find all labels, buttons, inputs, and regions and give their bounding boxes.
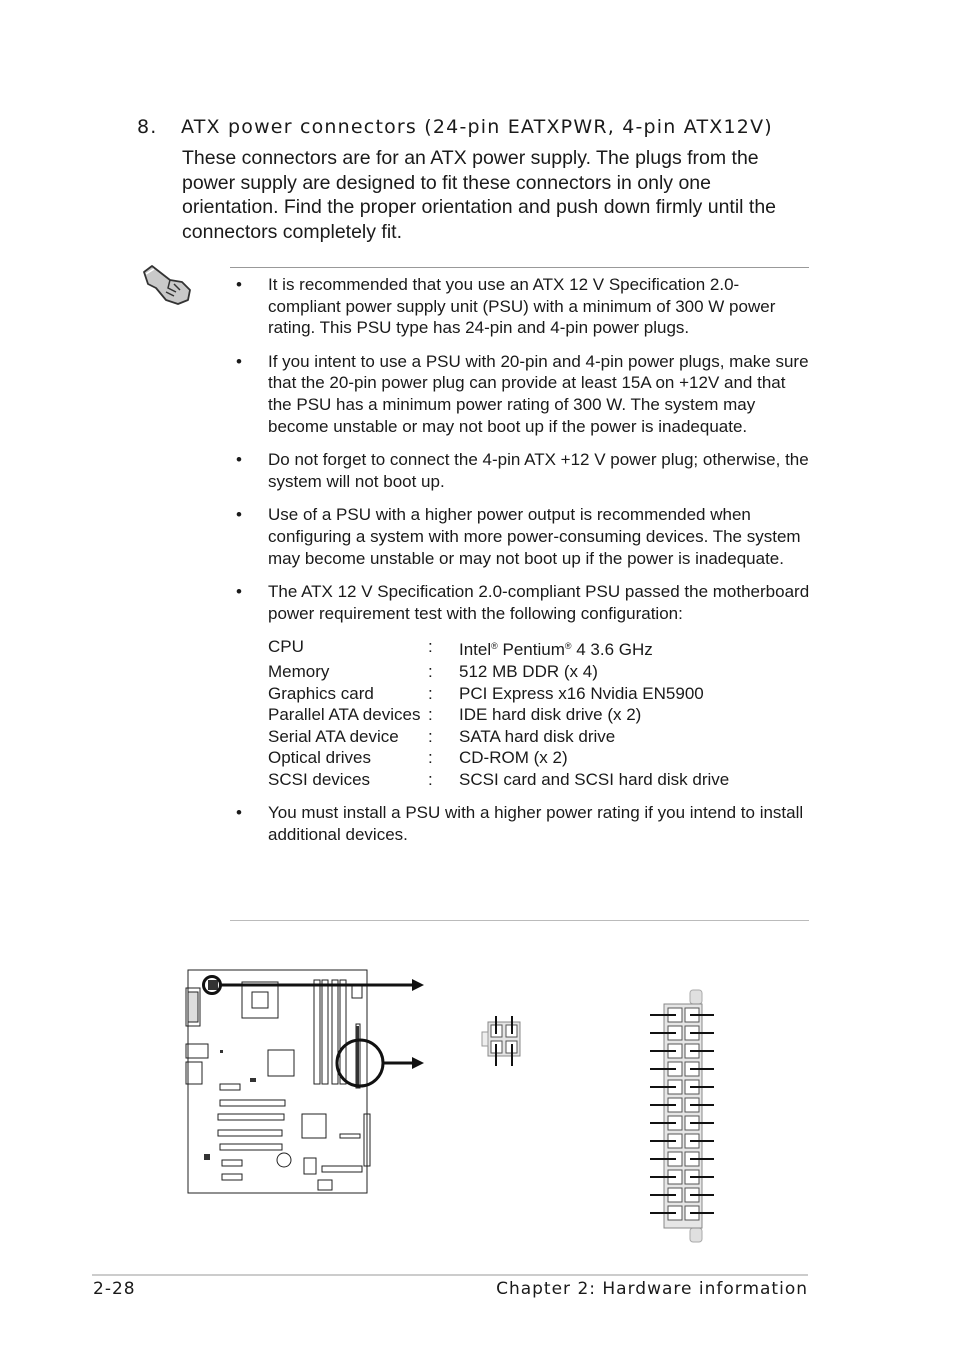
config-row: Graphics card : PCI Express x16 Nvidia EN5900 — [268, 683, 704, 703]
config-row: Parallel ATA devices : IDE hard disk drive (x 2) — [268, 705, 642, 725]
config-table — [268, 636, 811, 790]
config-row: Memory : 512 MB DDR (x 4) — [268, 661, 598, 681]
config-row: Optical drives : CD-ROM (x 2) — [268, 748, 568, 768]
note-bottom-rule — [230, 920, 809, 921]
note-top-rule — [230, 267, 809, 268]
config-row: Serial ATA device : SATA hard disk drive — [268, 726, 616, 746]
footer-rule — [92, 1274, 808, 1276]
chapter-title: Chapter 2: Hardware information — [496, 1279, 808, 1299]
config-row: SCSI devices : SCSI card and SCSI hard disk drive — [268, 769, 730, 789]
section-title: ATX power connectors (24-pin EATXPWR, 4-pin ATX12V) — [181, 116, 773, 138]
page-number: 2-28 — [93, 1279, 136, 1299]
note-item: • Use of a PSU with a higher power output is recommended when configuring a system with more power-consuming devices. The system may become unstable or may not boot up if the power is inadequate. — [236, 504, 811, 569]
note-item: • Do not forget to connect the 4-pin ATX +12 V power plug; otherwise, the system will not boot up. — [236, 449, 811, 492]
eatxpwr-connector-diagram[interactable] — [648, 988, 718, 1244]
section-heading — [137, 116, 773, 138]
note-item: • It is recommended that you use an ATX 12 V Specification 2.0-compliant power supply unit (PSU) with a minimum of 300 W power rating. This PSU type has 24-pin and 4-pin power plugs. — [236, 274, 811, 339]
notes-list — [236, 274, 811, 858]
motherboard-layout-diagram — [180, 962, 440, 1202]
pointing-hand-icon — [140, 262, 196, 313]
config-row: CPU : Intel® Pentium® 4 3.6 GHz — [268, 637, 653, 660]
note-item: • The ATX 12 V Specification 2.0-compliant PSU passed the motherboard power requirement test with the following configuration: CPU : Intel® Pentium® 4 3.6 GHz Memory : 512 MB DDR (x 4) Graphics card : PCI Express x16 Nvidia EN5900 Parallel ATA devices : IDE hard disk drive (x 2) Serial ATA device : SATA hard disk drive Optical drives : CD-ROM (x 2) SCSI devices : SCSI card and SCSI hard disk drive — [236, 581, 811, 790]
note-item: • If you intent to use a PSU with 20-pin and 4-pin power plugs, make sure that the 20-pin power plug can provide at least 15A on +12V and that the PSU has a minimum power rating of 300 W. The system may become unstable or may not boot up if the power is inadequate. — [236, 351, 811, 437]
intro-paragraph: These connectors are for an ATX power supply. The plugs from the power supply are designed to fit these connectors in only one orientation. Find the proper orientation and push down firmly until the connectors completely fit. — [182, 147, 777, 243]
atx12v-connector-diagram — [480, 1016, 530, 1070]
section-number: 8. — [137, 116, 158, 138]
note-item: • You must install a PSU with a higher power rating if you intend to install additional devices. — [236, 802, 811, 845]
